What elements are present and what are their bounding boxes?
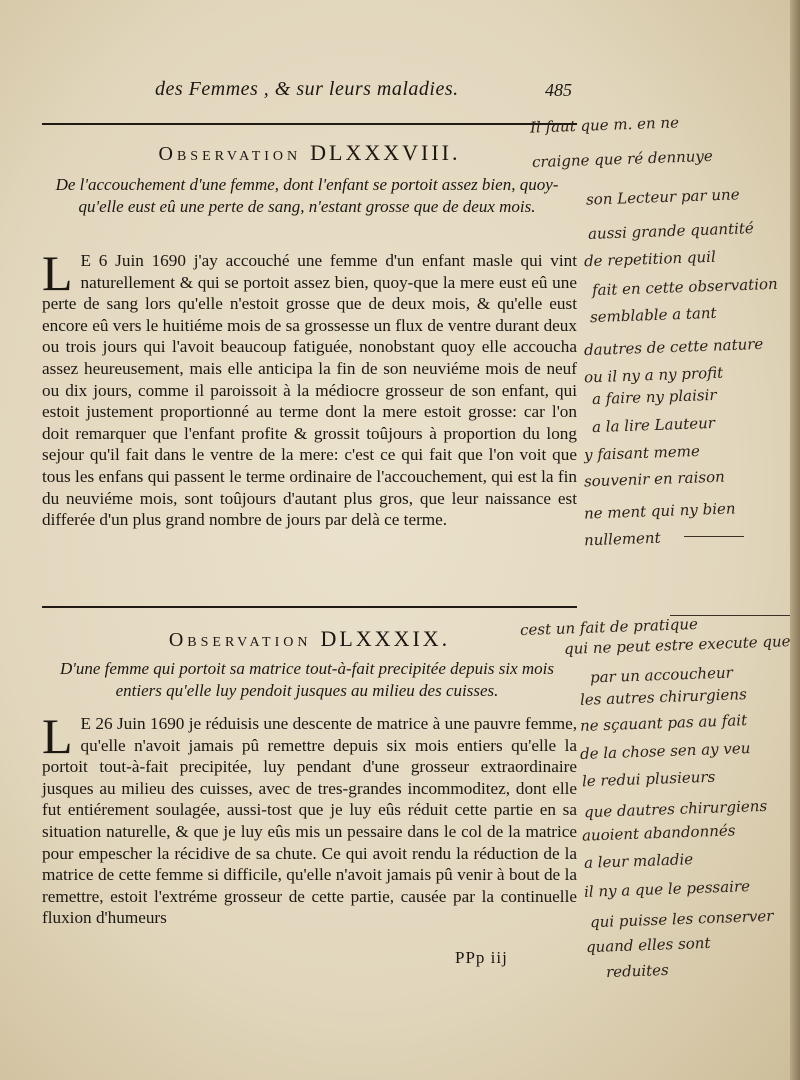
margin-note: aussi grande quantité (587, 219, 755, 243)
observation-label: Observation (158, 143, 302, 165)
margin-note: par un accoucheur (589, 663, 734, 687)
margin-stroke (670, 615, 790, 616)
signature-mark: PPp iij (455, 948, 508, 967)
observation-text: E 26 Juin 1690 je réduisis une descente de matrice à une pauvre femme, qu'elle n'avoit jamais pû remettre depuis six mois entiers qu'elle la portoit tout-à-fait precipitée, luy pendant d'une grosseur extraordinaire jusques au milieu des cuisses, avec de tres-grandes incommoditez, dont elle fut entiérement soulagée, aussi-tost que je luy eûs réduit cette partie en sa situation naturelle, & que je luy eûs mis un pessaire dans le col de la matrice pour empescher la récidive de sa chute. Ce qui avoit rendu la réduction de la matrice de cette femme si difficile, qu'elle n'avoit jamais pû venir à bout de la remettre, estoit l'extréme grosseur de cette partie, causée par la continuelle fluxion d'humeurs (42, 714, 577, 928)
margin-note: quand elles sont (585, 933, 711, 957)
marginal-annotations (520, 110, 800, 1010)
observation-label: Observation (168, 629, 312, 651)
margin-note: reduites (605, 960, 670, 982)
observation-body-2 (42, 708, 577, 929)
page-number: 485 (545, 80, 572, 100)
margin-note: a faire ny plaisir (591, 385, 717, 409)
section-rule (42, 606, 577, 608)
margin-note: a la lire Lauteur (591, 413, 716, 437)
observation-body-1 (42, 245, 577, 531)
margin-note: il ny a que le pessaire (583, 877, 751, 901)
top-rule (42, 123, 577, 125)
observation-heading-2 (42, 626, 577, 652)
observation-subtitle-1: De l'accouchement d'une femme, dont l'enfant se portoit assez bien, quoy-qu'elle eust eû une perte de sang, n'estant grosse que de deux mois. (55, 175, 559, 216)
margin-note: craigne que ré dennuye (531, 146, 714, 172)
observation-heading-1 (42, 140, 577, 166)
margin-note: ne sçauant pas au fait (579, 711, 748, 735)
margin-note: semblable a tant (589, 303, 717, 327)
margin-note: cest un fait de pratique (519, 614, 699, 640)
margin-note: les autres chirurgiens (579, 685, 748, 709)
margin-note: qui puisse les conserver (589, 906, 774, 932)
margin-note: Il faut que m. en ne (529, 113, 680, 137)
margin-note: y faisant meme (583, 441, 701, 465)
running-header (0, 78, 800, 108)
margin-note: que dautres chirurgiens (583, 796, 768, 822)
observation-number: DLXXXVIII. (310, 140, 461, 165)
margin-note: a leur maladie (583, 850, 694, 872)
observation-number: DLXXXIX. (320, 626, 451, 651)
observation-text: E 6 Juin 1690 j'ay accouché une femme d'un enfant masle qui vint naturellement & qui se portoit assez bien, quoy-que la mere eust eû une perte de sang lors qu'elle n'estoit grosse que de deux mois, & qu'elle eust encore eû vers le huitiéme mois de sa grossesse un flux de ventre durant deux ou trois jours qui l'avoit beaucoup fatiguée, nonobstant quoy elle accoucha assez heureusement, mais elle anticipa la fin de son neuviéme mois de neuf ou dix jours, comme il paroissoit à la médiocre grosseur de son enfant, qui estoit justement proportionné au terme dont la mere estoit grosse: car l'on doit remarquer que l'enfant profite & grossit toûjours à proportion du long sejour qu'il fait dans le ventre de la mere: c'est ce qui fait que l'on voit que tous les enfans qui passent le terme ordinaire de l'accouchement, qui est la fin du neuviéme mois, sont toûjours d'autant plus gros, que leur naissance est differée d'un plus grand nombre de jours par delà ce terme. (42, 251, 577, 530)
margin-note: ne ment qui ny bien (583, 499, 736, 523)
margin-note: fait en cette observation (591, 274, 778, 300)
margin-note: souvenir en raison (583, 467, 726, 491)
margin-stroke (684, 536, 744, 537)
header-title: des Femmes , & sur leurs maladies. (155, 78, 459, 100)
margin-note: le redui plusieurs (581, 767, 716, 791)
margin-note: de la chose sen ay veu (579, 739, 751, 763)
margin-note: dautres de cette nature (583, 334, 764, 360)
observation-subtitle-2: D'une femme qui portoit sa matrice tout-à-fait precipitée depuis six mois entiers qu'elle luy pendoit jusques au milieu des cuisses. (59, 659, 555, 700)
margin-note: son Lecteur par une (585, 185, 740, 209)
margin-note: nullement (583, 528, 661, 550)
margin-note: ou il ny a ny profit (583, 363, 724, 387)
drop-cap: L (42, 245, 73, 301)
margin-note: qui ne peut estre execute que (563, 632, 791, 658)
margin-note: auoient abandonnés (581, 821, 736, 845)
margin-note: de repetition quil (583, 247, 717, 271)
drop-cap: L (42, 708, 73, 764)
